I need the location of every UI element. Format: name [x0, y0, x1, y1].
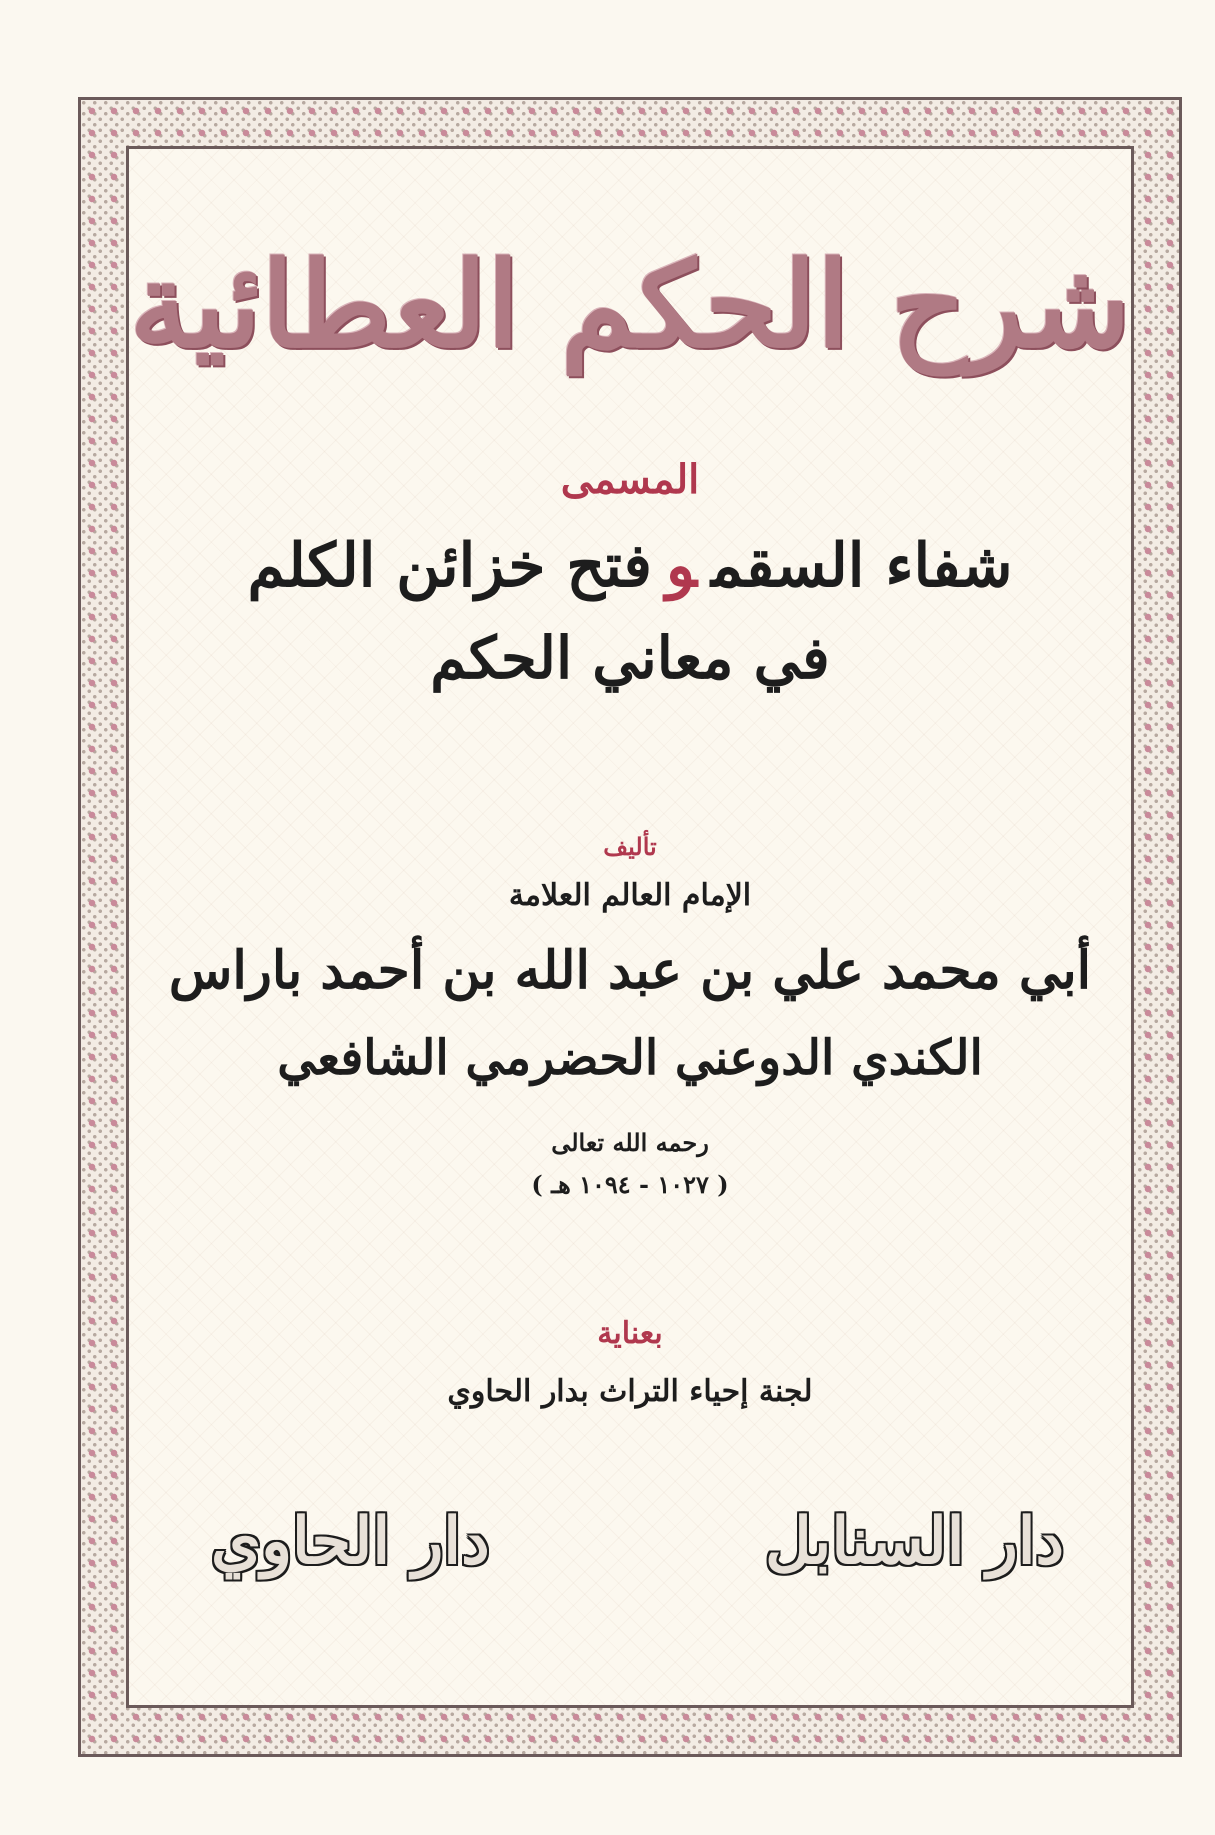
- subtitle-named-label: المسمى: [560, 456, 700, 503]
- subtitle-line-1: [126, 531, 1134, 601]
- author-name-line-2: الكندي الدوعني الحضرمي الشافعي: [277, 1030, 983, 1086]
- subtitle-line-2: في معاني الحكم: [430, 624, 830, 692]
- authorship-label: تأليف: [603, 832, 657, 861]
- subtitle-part-1: شفاء السقم: [710, 531, 1013, 601]
- author-prayer: رحمه الله تعالى: [551, 1128, 709, 1157]
- publisher-left: دار الحاوي: [211, 1504, 490, 1579]
- care-label: بعناية: [597, 1316, 663, 1351]
- book-title: شرح الحكم العطائية: [129, 235, 1131, 374]
- subtitle-part-2: فتح خزائن الكلم: [247, 531, 652, 601]
- title-page-content: [126, 146, 1134, 1708]
- author-dates: ( ١٠٢٧ - ١٠٩٤ هـ ): [531, 1170, 729, 1199]
- publisher-right: دار السنابل: [765, 1504, 1064, 1579]
- care-body: لجنة إحياء التراث بدار الحاوي: [447, 1374, 813, 1409]
- subtitle-conjunction: و: [665, 531, 697, 601]
- author-name-line-1: أبي محمد علي بن عبد الله بن أحمد باراس: [168, 940, 1092, 1001]
- author-honorific: الإمام العالم العلامة: [508, 878, 752, 913]
